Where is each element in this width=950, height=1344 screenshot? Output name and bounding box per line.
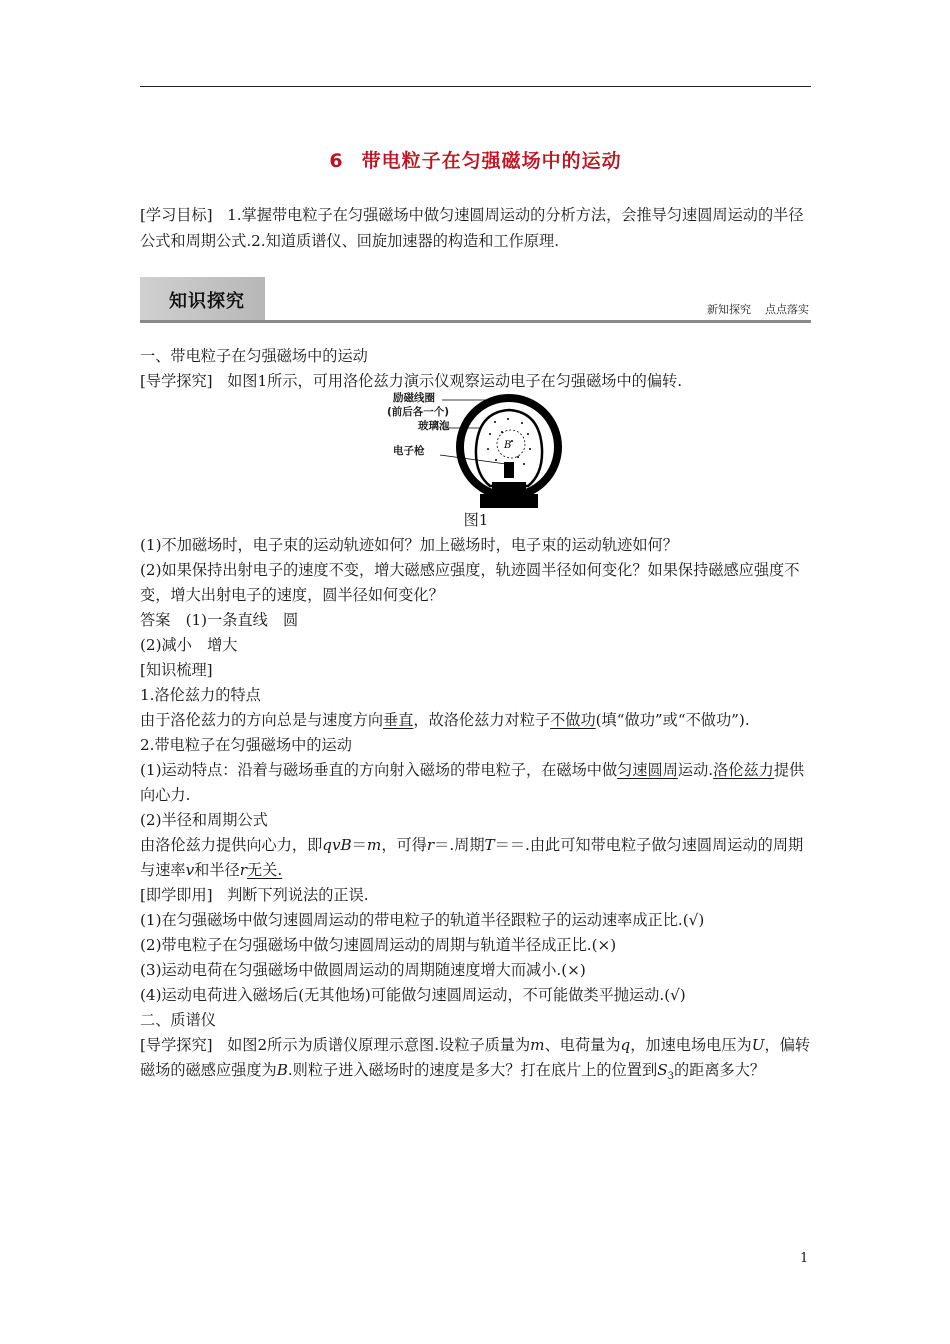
answer-1: 答案 (1)一条直线 圆 xyxy=(140,611,299,629)
guide-tag: [导学探究] xyxy=(140,372,213,390)
section2-guide xyxy=(140,1033,812,1089)
field-label-b: B xyxy=(504,440,512,451)
judge-2: (2)带电粒子在匀强磁场中做匀速圆周运动的周期与轨道半径成正比.(×) xyxy=(140,936,617,954)
k2-1-part-c: 提供向心力. xyxy=(140,761,805,804)
k2-2-blank: 无关. xyxy=(246,861,283,879)
knowledge-2-1 xyxy=(140,758,812,808)
figure-1 xyxy=(140,394,812,508)
k2-2-part-c: ＝.周期 xyxy=(434,836,485,854)
s2-t5: .则粒子进入磁场时的速度是多大？打在底片上的位置到 xyxy=(287,1061,658,1079)
k1-part-b: ，故洛伦兹力对粒子 xyxy=(413,711,551,729)
objectives-tag: [学习目标] xyxy=(140,206,213,224)
lesson-title-text: 带电粒子在匀强磁场中的运动 xyxy=(361,150,622,172)
s2-q: q xyxy=(620,1036,631,1054)
apply-tag: [即学即用] xyxy=(140,886,213,904)
judge-3: (3)运动电荷在匀强磁场中做圆周运动的周期随速度增大而减小.(×) xyxy=(140,961,586,979)
s2-t6: 的距离多大？ xyxy=(673,1061,766,1079)
electron-gun xyxy=(504,462,514,478)
section-banner xyxy=(140,277,811,323)
k1-part-a: 由于洛伦兹力的方向总是与速度方向 xyxy=(140,711,383,729)
k2-2-part-a: 由洛伦兹力提供向心力，即 xyxy=(140,836,323,854)
k2-1-blank-1: 匀速圆周 xyxy=(617,761,678,779)
section2-heading: 二、质谱仪 xyxy=(140,1011,216,1029)
question-2: (2)如果保持出射电子的速度不变，增大磁感应强度，轨迹圆半径如何变化？如果保持磁感应强度不变，增大出射电子的速度，圆半径如何变化？ xyxy=(140,561,800,604)
knowledge-tag: [知识梳理] xyxy=(140,661,213,679)
lesson-title xyxy=(140,146,811,173)
learning-objectives xyxy=(140,202,812,254)
s2-t1: 如图2所示为质谱仪原理示意图.设粒子质量为 xyxy=(227,1036,531,1054)
main-body xyxy=(140,344,812,1089)
judge-4: (4)运动电荷进入磁场后(无其他场)可能做匀速圆周运动，不可能做类平抛运动.(√) xyxy=(140,986,686,1004)
label-coil: 励磁线圈 xyxy=(393,392,435,404)
s2-t4: ，偏转磁场的磁感应强度为 xyxy=(140,1036,811,1079)
figure-1-caption: 图1 xyxy=(463,511,489,529)
knowledge-1-text xyxy=(140,708,812,733)
section1-guide xyxy=(140,369,812,394)
label-coil-note: (前后各一个) xyxy=(387,406,450,418)
banner-right xyxy=(707,301,809,317)
k1-blank-2: 不做功 xyxy=(550,711,596,729)
s2-guide-tag: [导学探究] xyxy=(140,1036,213,1054)
banner-right-1: 新知探究 xyxy=(707,303,751,316)
formula-m: m xyxy=(366,836,382,854)
knowledge-1-title: 1.洛伦兹力的特点 xyxy=(140,686,261,704)
k2-1-blank-2: 洛伦兹力 xyxy=(713,761,774,779)
formula-v: v xyxy=(185,861,195,879)
question-1: (1)不加磁场时，电子束的运动轨迹如何？加上磁场时，电子束的运动轨迹如何？ xyxy=(140,536,678,554)
objectives-block xyxy=(140,202,812,254)
knowledge-2-2-title: (2)半径和周期公式 xyxy=(140,811,268,829)
formula-qvb: qvB xyxy=(322,836,352,854)
k2-1-part-b: 运动. xyxy=(677,761,714,779)
formula-r: r xyxy=(426,836,435,854)
lesson-number: 6 xyxy=(329,150,344,172)
k2-2-part-b: ，可得 xyxy=(381,836,427,854)
answer-2: (2)减小 增大 xyxy=(140,636,238,654)
knowledge-2-title: 2.带电粒子在匀强磁场中的运动 xyxy=(140,736,352,754)
k2-1-part-a: (1)运动特点：沿着与磁场垂直的方向射入磁场的带电粒子，在磁场中做 xyxy=(140,761,618,779)
apply-line xyxy=(140,883,812,908)
guide-text: 如图1所示，可用洛伦兹力演示仪观察运动电子在匀强磁场中的偏转. xyxy=(227,372,683,390)
base xyxy=(480,494,538,508)
s2-s: S xyxy=(657,1061,668,1079)
s2-t2: 、电荷量为 xyxy=(544,1036,621,1054)
socket xyxy=(492,482,526,494)
judge-1: (1)在匀强磁场中做匀速圆周运动的带电粒子的轨道半径跟粒子的运动速率成正比.(√) xyxy=(140,911,705,929)
lorentz-demonstrator-diagram xyxy=(140,394,812,508)
banner-label: 知识探究 xyxy=(169,291,245,312)
s2-u: U xyxy=(751,1036,765,1054)
s2-m: m xyxy=(530,1036,545,1054)
k1-blank-1: 垂直 xyxy=(383,711,414,729)
label-gun: 电子枪 xyxy=(393,445,425,457)
knowledge-2-2-text xyxy=(140,833,812,883)
header-rule xyxy=(140,86,811,87)
objectives-text: 1.掌握带电粒子在匀强磁场中做匀速圆周运动的分析方法，会推导匀速圆周运动的半径公式和周期公式.2.知道质谱仪、回旋加速器的构造和工作原理. xyxy=(140,206,804,250)
banner-right-2: 点点落实 xyxy=(765,303,809,316)
k2-2-part-e: 和半径 xyxy=(194,861,240,879)
banner-underline xyxy=(140,320,811,323)
formula-eq: ＝ xyxy=(351,836,367,854)
section1-heading: 一、带电粒子在匀强磁场中的运动 xyxy=(140,347,368,365)
page-number: 1 xyxy=(800,1251,809,1266)
s2-s-sub: 3 xyxy=(667,1071,674,1083)
label-bulb: 玻璃泡 xyxy=(418,420,450,432)
s2-b: B xyxy=(276,1061,288,1079)
k1-part-c: (填“做功”或“不做功”). xyxy=(595,711,750,729)
formula-r2: r xyxy=(239,861,247,879)
formula-t: T xyxy=(484,836,495,854)
k2-2-part-d: ＝＝.由此可知带电粒子做匀速圆周运动的周期与速率 xyxy=(140,836,804,879)
s2-t3: ，加速电场电压为 xyxy=(630,1036,752,1054)
apply-text: 判断下列说法的正误. xyxy=(227,886,369,904)
